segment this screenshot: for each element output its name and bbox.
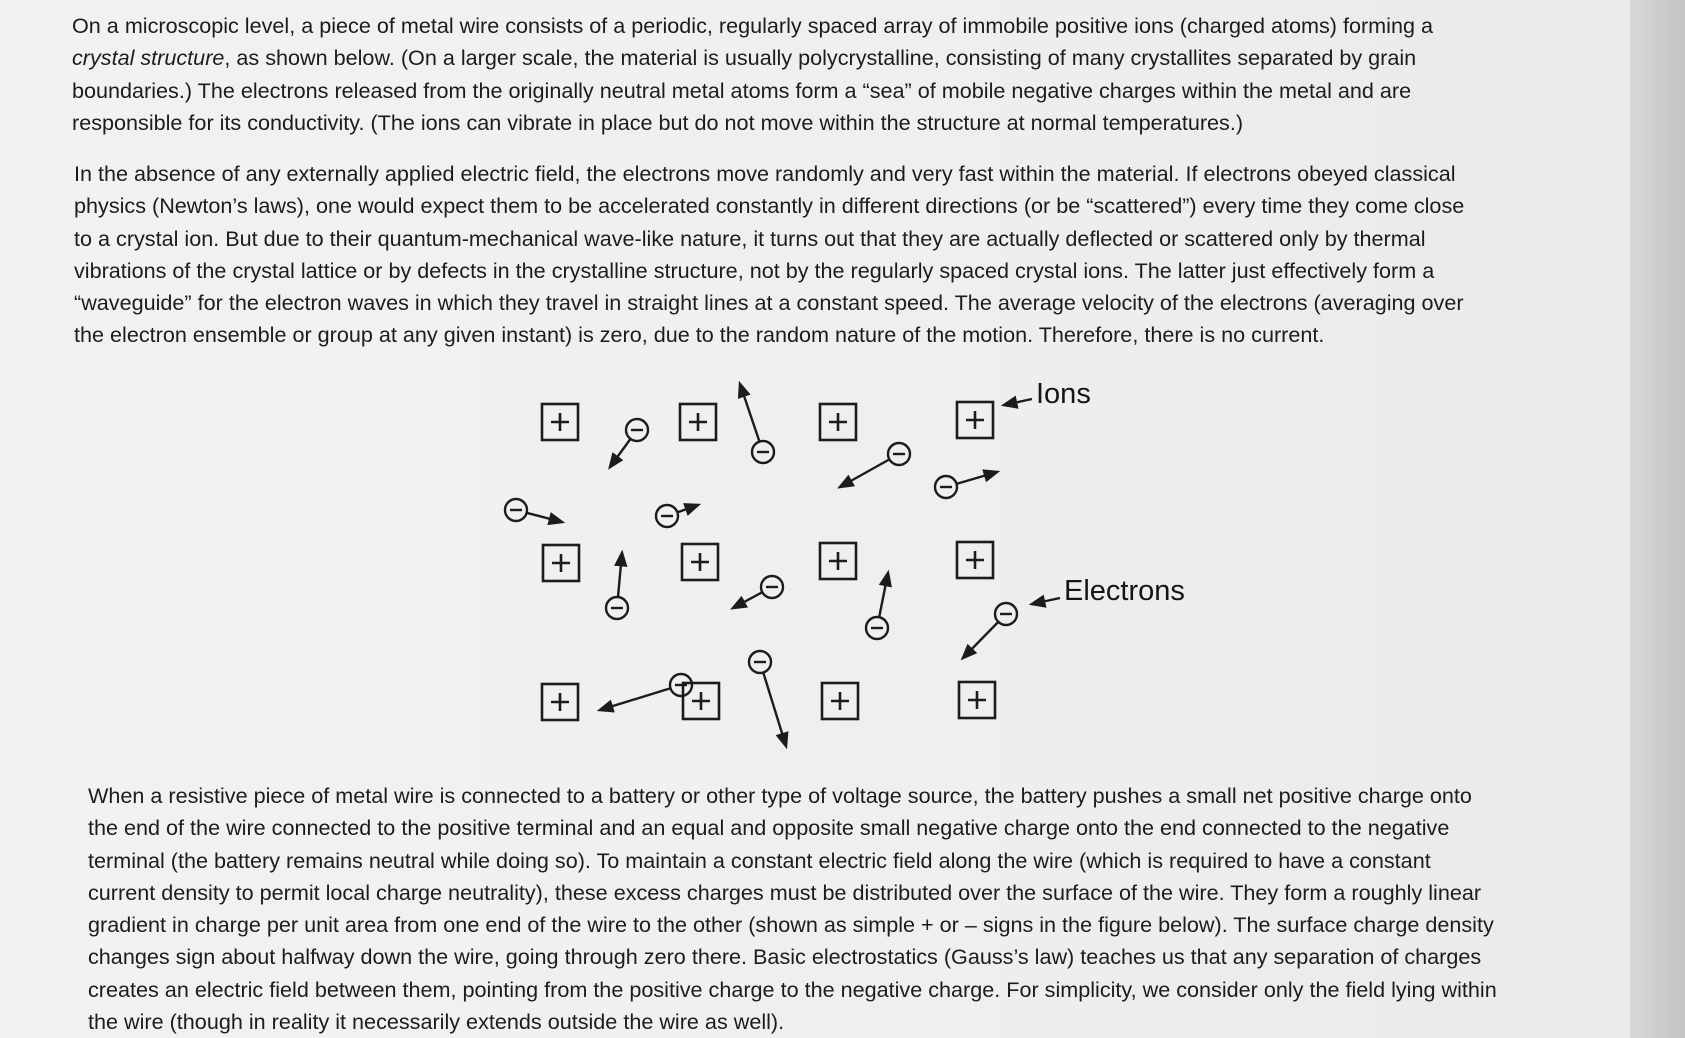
ion	[822, 683, 858, 719]
ions-label-arrow	[1004, 399, 1032, 405]
ion	[680, 404, 716, 440]
text-line: current density to permit local charge neutrality), these excess charges must be distributed over the surface of the wire. They form a roughly linear	[88, 879, 1482, 905]
text-line: gradient in charge per unit area from one end of the wire to the other (shown as simple + or – signs in the figure below). The surface charge density	[88, 912, 1494, 938]
electron	[840, 443, 910, 487]
electron	[740, 384, 774, 463]
ion-grid	[542, 402, 995, 720]
electron	[935, 472, 997, 498]
paragraph-crystal-structure	[72, 10, 1572, 139]
electron	[606, 553, 628, 619]
electrons-label-arrow	[1032, 598, 1060, 604]
electron-velocity-arrow	[763, 673, 786, 746]
electron	[733, 576, 783, 608]
text-line: changes sign about halfway down the wire, going through zero there. Basic electrostatics (Gauss’s law) teaches us that any separation of charges	[88, 944, 1482, 970]
text-line: the wire (though in reality it necessarily extends outside the wire as well).	[88, 1009, 785, 1035]
electron-velocity-arrow	[957, 472, 997, 484]
paragraph-random-motion	[74, 158, 1594, 352]
ion	[543, 545, 579, 581]
text-line: the end of the wire connected to the positive terminal and an equal and opposite small negative charge onto the end connected to the negative	[88, 815, 1450, 841]
text-line: “waveguide” for the electron waves in which they travel in straight lines at a constant speed. The average velocity of the electrons (averaging over	[74, 290, 1464, 316]
paragraph-voltage-source	[88, 780, 1608, 1038]
ion	[542, 684, 578, 720]
electron	[600, 674, 692, 710]
text-line: creates an electric field between them, pointing from the positive charge to the negative charge. For simplicity, we consider only the field lying within	[88, 976, 1497, 1002]
electron-velocity-arrow	[733, 592, 762, 608]
crystal-lattice-figure	[480, 360, 1240, 760]
ion	[820, 404, 856, 440]
electron	[963, 603, 1017, 658]
electrons-label: Electrons	[1064, 575, 1185, 607]
electron	[866, 573, 888, 639]
ion	[957, 542, 993, 578]
electron	[749, 651, 786, 746]
electron	[656, 505, 698, 527]
electron-group	[505, 384, 1017, 746]
ion	[683, 683, 719, 719]
ion	[682, 544, 718, 580]
text-line: to a crystal ion. But due to their quantum-mechanical wave-like nature, it turns out that they are actually deflected or scattered only by thermal	[74, 225, 1426, 251]
page-edge	[1630, 0, 1685, 1038]
italic-term: crystal structure	[72, 45, 225, 71]
text-span: , as shown below. (On a larger scale, the material is usually polycrystalline, consisting of many crystallites separated by grain	[224, 45, 1417, 71]
electron-velocity-arrow	[963, 622, 998, 658]
text-line: physics (Newton’s laws), one would expect them to be accelerated constantly in different directions (or be “scattered”) every time they come close	[74, 193, 1465, 219]
text-line: terminal (the battery remains neutral while doing so). To maintain a constant electric field along the wire (which is required to have a constant	[88, 847, 1431, 873]
electron-velocity-arrow	[527, 513, 562, 522]
electron-velocity-arrow	[740, 384, 759, 442]
electron	[610, 419, 648, 467]
ion	[820, 543, 856, 579]
text-line	[72, 42, 1572, 74]
text-line: boundaries.) The electrons released from the originally neutral metal atoms form a “sea” of mobile negative charges within the metal and are	[72, 77, 1412, 103]
ion	[542, 404, 578, 440]
electron-velocity-arrow	[677, 505, 698, 512]
text-line: the electron ensemble or group at any given instant) is zero, due to the random nature of the motion. Therefore, there is no current.	[74, 322, 1325, 348]
label-arrows	[1004, 399, 1060, 604]
electron	[505, 499, 562, 522]
ion	[959, 682, 995, 718]
electron-velocity-arrow	[610, 439, 631, 467]
text-line: In the absence of any externally applied electric field, the electrons move randomly and very fast within the material. If electrons obeyed classical	[74, 161, 1456, 186]
electron-velocity-arrow	[840, 459, 889, 487]
ions-label: Ions	[1036, 378, 1091, 410]
text-line: When a resistive piece of metal wire is connected to a battery or other type of voltage source, the battery pushes a small net positive charge onto	[88, 783, 1472, 808]
electron-velocity-arrow	[879, 573, 888, 617]
electron-velocity-arrow	[600, 688, 670, 710]
electron-velocity-arrow	[618, 553, 622, 597]
text-line: responsible for its conductivity. (The ions can vibrate in place but do not move within the structure at normal temperatures.)	[72, 109, 1244, 135]
text-line: On a microscopic level, a piece of metal wire consists of a periodic, regularly spaced array of immobile positive ions (charged atoms) forming a	[72, 13, 1433, 38]
ion	[957, 402, 993, 438]
text-line: vibrations of the crystal lattice or by defects in the crystalline structure, not by the regularly spaced crystal ions. The latter just effectively form a	[74, 257, 1435, 283]
